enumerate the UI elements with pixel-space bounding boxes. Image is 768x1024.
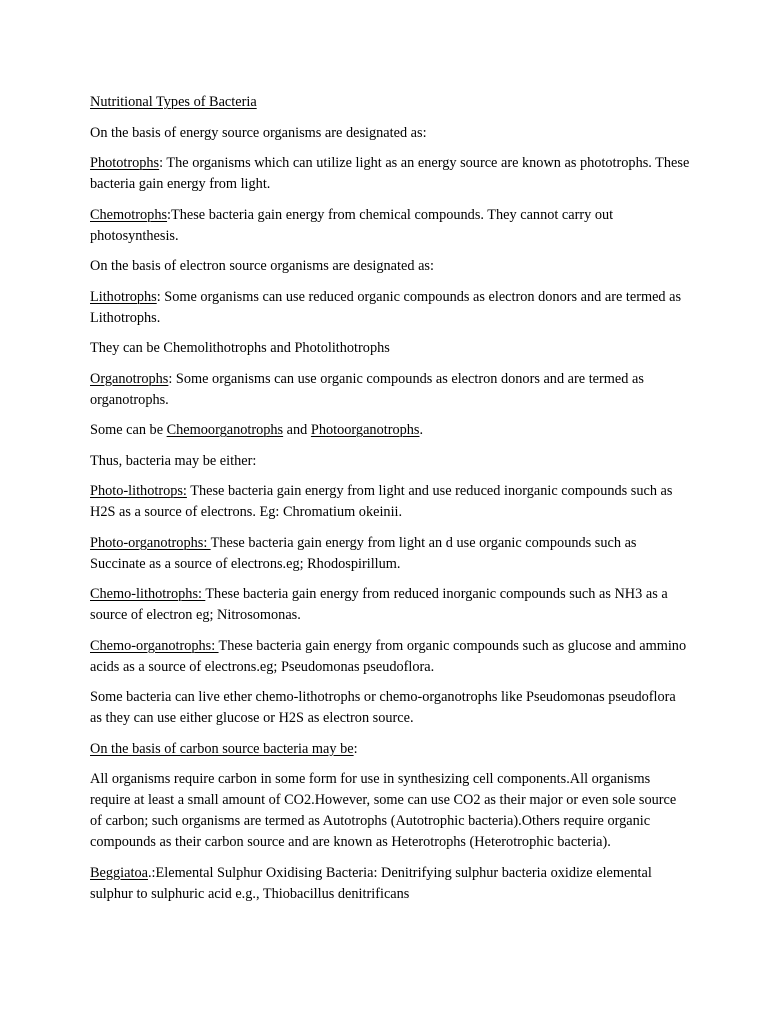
paragraph — [90, 287, 690, 329]
underlined-term: Photo-lithotrops: — [90, 483, 187, 499]
paragraph — [90, 338, 690, 359]
title-text: Nutritional Types of Bacteria — [90, 94, 257, 110]
underlined-term: Lithotrophs — [90, 288, 157, 305]
document-page — [90, 92, 690, 914]
paragraph — [90, 687, 690, 729]
underlined-term: Beggiatoa — [90, 864, 148, 881]
underlined-term: Photoorganotrophs — [310, 422, 420, 438]
paragraph — [90, 636, 690, 678]
underlined-term: Chemo-lithotrophs: — [90, 586, 206, 602]
paragraph-text: Thus, bacteria may be either: — [90, 452, 257, 469]
paragraph-text: These bacteria gain energy from light an d use organic compounds such as Succinate as a source of electrons.eg; Rhodospirillum. — [90, 534, 637, 572]
paragraph-text: All organisms require carbon in some form for use in synthesizing cell components.All organisms require at least a small amount of CO2.However, some can use CO2 as their major or even sole source of carbon; such organisms are termed as Autotrophs (Autotrophic bacteria).Others require organic compounds as their carbon source and are known as Heterotrophs (Heterotrophic bacteria). — [90, 771, 677, 850]
paragraph — [90, 533, 690, 575]
paragraph-text: : Some organisms can use organic compounds as electron donors and are termed as organotrophs. — [90, 370, 644, 408]
paragraph — [90, 739, 690, 760]
paragraph — [90, 451, 690, 472]
paragraph-text: On the basis of energy source organisms are designated as: — [90, 124, 427, 141]
paragraph-text: They can be Chemolithotrophs and Photolithotrophs — [90, 340, 390, 356]
paragraph-text: Some bacteria can live ether chemo-lithotrophs or chemo-organotrophs like Pseudomonas pseudoflora as they can use either glucose or H2S as electron source. — [90, 689, 676, 726]
paragraph-text: : Some organisms can use reduced organic compounds as electron donors and are termed as Lithotrophs. — [90, 288, 682, 326]
paragraph-text: . — [419, 422, 424, 438]
paragraph-text: These bacteria gain energy from reduced inorganic compounds such as NH3 as a source of electron eg; Nitrosomonas. — [90, 586, 668, 623]
paragraph — [90, 369, 690, 411]
underlined-term: Chemoorganotrophs — [166, 422, 284, 438]
document-title — [90, 92, 690, 113]
underlined-term: Photo-organotrophs: — [90, 534, 211, 551]
paragraph — [90, 123, 690, 144]
paragraph — [90, 256, 690, 277]
paragraph-text: Some can be — [90, 422, 167, 438]
paragraph — [90, 769, 690, 853]
paragraph — [90, 420, 690, 441]
underlined-term: Chemo-organotrophs: — [90, 637, 219, 654]
paragraph — [90, 481, 690, 523]
underlined-term: On the basis of carbon source bacteria may be — [90, 740, 354, 757]
paragraph-text: On the basis of electron source organisms are designated as: — [90, 258, 434, 274]
paragraph-text: .:Elemental Sulphur Oxidising Bacteria: Denitrifying sulphur bacteria oxidize elemental sulphur to sulphuric acid e.g., Thiobacillus denitrificans — [90, 864, 652, 902]
paragraph-text: :These bacteria gain energy from chemical compounds. They cannot carry out photosynthesis. — [90, 206, 614, 244]
document-body — [90, 123, 690, 905]
underlined-term: Chemotrophs — [90, 206, 168, 223]
underlined-term: Phototrophs — [90, 155, 160, 171]
paragraph — [90, 584, 690, 626]
paragraph-text: and — [283, 422, 311, 438]
paragraph — [90, 863, 690, 905]
paragraph-text: : — [353, 740, 358, 757]
paragraph-text: : The organisms which can utilize light as an energy source are known as phototrophs. These bacteria gain energy from light. — [90, 155, 690, 192]
paragraph — [90, 205, 690, 247]
paragraph — [90, 153, 690, 195]
paragraph-text: These bacteria gain energy from organic compounds such as glucose and ammino acids as a source of electrons.eg; Pseudomonas pseudoflora. — [90, 637, 687, 675]
paragraph-text: These bacteria gain energy from light and use reduced inorganic compounds such as H2S as a source of electrons. Eg: Chromatium okeinii. — [90, 483, 673, 520]
underlined-term: Organotrophs — [90, 370, 169, 387]
